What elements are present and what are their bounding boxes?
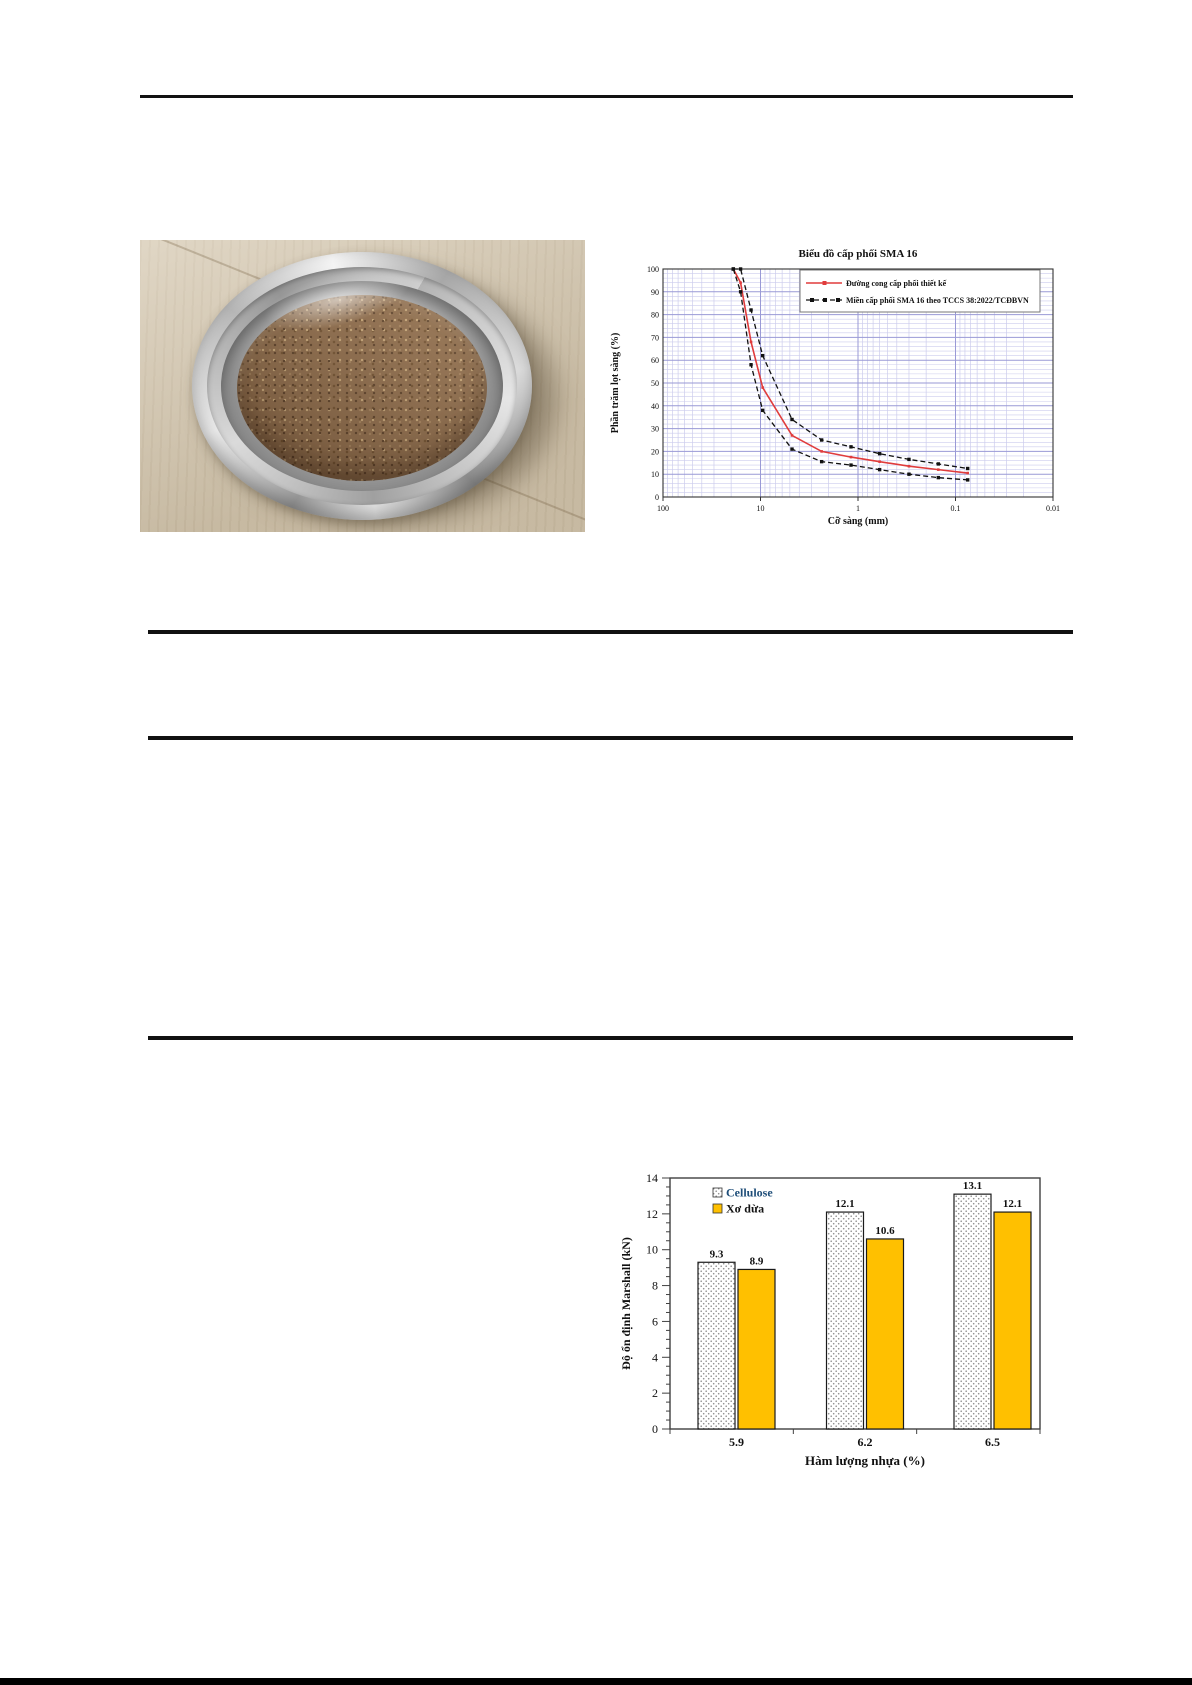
marshall-stability-bar-chart-figure <box>600 1100 1070 1480</box>
horizontal-rule-3 <box>148 1036 1073 1040</box>
x-category-label: 5.9 <box>729 1435 744 1449</box>
y-tick-label: 20 <box>651 447 659 457</box>
x-tick-label: 0.01 <box>1046 504 1060 513</box>
legend-marker-envelope <box>810 298 814 302</box>
gradation-chart-figure <box>592 238 1092 533</box>
steel-bowl-rim <box>192 252 532 520</box>
chart-title: Biểu đồ cấp phối SMA 16 <box>798 248 918 260</box>
y-axis-label: Phần trăm lọt sàng (%) <box>610 332 621 434</box>
bar-Cellulose-6.2 <box>827 1212 864 1429</box>
horizontal-rule-top <box>140 95 1073 98</box>
x-category-label: 6.2 <box>857 1435 873 1449</box>
legend-label-envelope: Miền cấp phối SMA 16 theo TCCS 38:2022/TCĐBVN <box>846 296 1029 305</box>
y-axis-label: Độ ổn định Marshall (kN) <box>619 1237 633 1370</box>
y-tick-label: 8 <box>652 1278 658 1293</box>
series-marker <box>937 468 940 471</box>
photo-fiber-bowl <box>140 240 585 532</box>
x-tick-label: 0.1 <box>950 504 961 513</box>
series-marker <box>907 458 910 461</box>
horizontal-rule-2 <box>148 736 1073 740</box>
series-marker <box>761 386 764 389</box>
bar-Xơ dừa-6.5 <box>994 1212 1031 1429</box>
y-tick-label: 100 <box>647 265 659 274</box>
series-marker <box>791 434 794 437</box>
x-tick-label: 100 <box>657 504 669 513</box>
series-marker <box>739 281 742 284</box>
bar-value-label: 10.6 <box>875 1224 895 1237</box>
bar-Cellulose-5.9 <box>698 1262 735 1429</box>
series-marker <box>732 267 735 270</box>
series-marker <box>849 463 852 466</box>
y-tick-label: 70 <box>651 333 659 343</box>
legend-marker-Cellulose <box>713 1188 722 1197</box>
series-marker <box>739 267 742 270</box>
series-marker <box>878 452 881 455</box>
legend-marker-envelope <box>836 298 840 302</box>
y-tick-label: 14 <box>646 1171 658 1185</box>
bar-value-label: 13.1 <box>962 1180 983 1193</box>
y-tick-label: 4 <box>652 1350 658 1365</box>
series-marker <box>908 465 911 468</box>
y-tick-label: 60 <box>651 356 659 366</box>
series-marker <box>739 290 742 293</box>
y-tick-label: 0 <box>655 493 659 502</box>
y-tick-label: 50 <box>651 379 659 388</box>
series-marker <box>749 363 752 366</box>
page-bottom-black-bar <box>0 1678 1192 1685</box>
y-tick-label: 12 <box>646 1206 658 1221</box>
gradation-chart-svg <box>592 238 1092 533</box>
series-marker <box>820 438 823 441</box>
bar-value-label: 12.1 <box>1002 1198 1023 1211</box>
y-tick-label: 40 <box>651 401 659 411</box>
series-marker <box>750 341 753 344</box>
series-marker <box>878 460 881 463</box>
horizontal-rule-1 <box>148 630 1073 634</box>
x-axis-label: Hàm lượng nhựa (%) <box>805 1453 925 1468</box>
x-tick-label: 10 <box>756 504 765 513</box>
series-marker <box>850 456 853 459</box>
bar-Xơ dừa-5.9 <box>738 1269 775 1429</box>
series-marker <box>907 473 910 476</box>
y-tick-label: 10 <box>651 470 659 480</box>
marshall-chart-svg <box>600 1100 1070 1480</box>
series-marker <box>966 478 969 481</box>
bar-Cellulose-6.5 <box>954 1194 991 1429</box>
legend-label-Xơ dừa: Xơ dừa <box>726 1201 765 1216</box>
y-tick-label: 80 <box>651 310 659 320</box>
bar-Xơ dừa-6.2 <box>867 1239 904 1429</box>
series-marker <box>820 460 823 463</box>
legend-marker-Xơ dừa <box>713 1204 722 1213</box>
legend-label-Cellulose: Cellulose <box>726 1185 773 1200</box>
y-tick-label: 10 <box>646 1242 658 1257</box>
series-marker <box>966 472 969 475</box>
series-marker <box>820 450 823 453</box>
y-tick-label: 30 <box>651 424 659 434</box>
series-marker <box>761 409 764 412</box>
series-marker <box>790 447 793 450</box>
x-category-label: 6.5 <box>985 1435 1000 1449</box>
series-marker <box>937 462 940 465</box>
x-axis-label: Cỡ sàng (mm) <box>827 516 889 527</box>
legend-marker-envelope <box>823 298 827 302</box>
y-tick-label: 2 <box>652 1386 658 1401</box>
y-tick-label: 0 <box>652 1422 658 1436</box>
bar-value-label: 8.9 <box>749 1255 764 1268</box>
x-tick-label: 1 <box>856 504 860 513</box>
series-marker <box>790 418 793 421</box>
bar-value-label: 9.3 <box>709 1248 724 1261</box>
legend-label-design: Đường cong cấp phối thiết kế <box>846 279 947 288</box>
bar-value-label: 12.1 <box>835 1198 855 1211</box>
legend-box <box>800 270 1040 312</box>
legend-marker-design <box>823 281 827 285</box>
series-marker <box>878 468 881 471</box>
series-marker <box>966 467 969 470</box>
series-marker <box>761 354 764 357</box>
y-tick-label: 90 <box>651 287 659 297</box>
y-tick-label: 6 <box>652 1314 658 1329</box>
series-marker <box>849 445 852 448</box>
series-marker <box>749 308 752 311</box>
series-marker <box>937 476 940 479</box>
